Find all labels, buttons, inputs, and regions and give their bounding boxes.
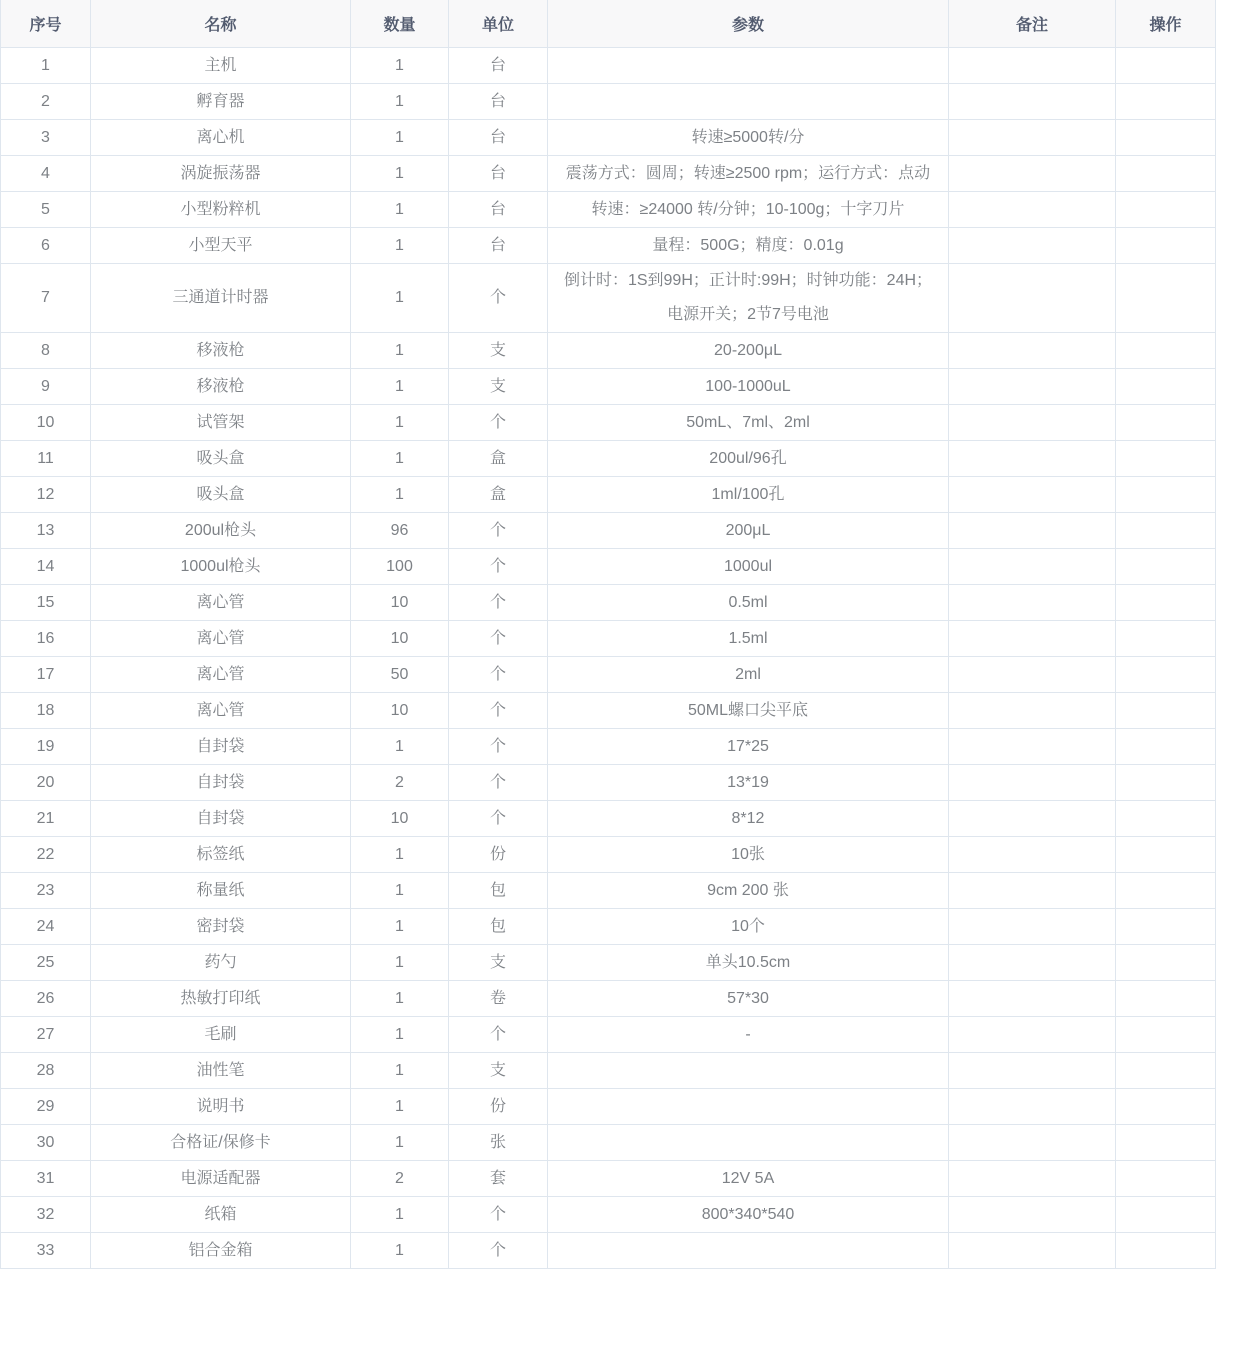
cell-remark <box>949 405 1116 441</box>
cell-qty: 10 <box>351 585 449 621</box>
cell-param <box>548 84 949 120</box>
cell-name: 离心管 <box>91 621 351 657</box>
table-row <box>1 837 1216 873</box>
cell-no: 32 <box>1 1197 91 1233</box>
cell-name: 标签纸 <box>91 837 351 873</box>
cell-unit: 支 <box>449 1053 548 1089</box>
cell-no: 28 <box>1 1053 91 1089</box>
cell-no: 24 <box>1 909 91 945</box>
cell-remark <box>949 228 1116 264</box>
cell-param: 0.5ml <box>548 585 949 621</box>
table-row <box>1 981 1216 1017</box>
cell-unit: 支 <box>449 945 548 981</box>
cell-param: 50ML螺口尖平底 <box>548 693 949 729</box>
cell-remark <box>949 621 1116 657</box>
cell-no: 1 <box>1 48 91 84</box>
cell-remark <box>949 369 1116 405</box>
cell-param <box>548 1089 949 1125</box>
table-row <box>1 513 1216 549</box>
cell-unit: 卷 <box>449 981 548 1017</box>
cell-remark <box>949 1017 1116 1053</box>
cell-unit: 盒 <box>449 441 548 477</box>
cell-param: 100-1000uL <box>548 369 949 405</box>
cell-action <box>1116 513 1216 549</box>
cell-param: 12V 5A <box>548 1161 949 1197</box>
cell-name: 合格证/保修卡 <box>91 1125 351 1161</box>
cell-no: 2 <box>1 84 91 120</box>
cell-param: 1.5ml <box>548 621 949 657</box>
cell-name: 离心管 <box>91 585 351 621</box>
cell-name: 离心管 <box>91 693 351 729</box>
cell-remark <box>949 1053 1116 1089</box>
cell-action <box>1116 1125 1216 1161</box>
cell-remark <box>949 549 1116 585</box>
cell-param <box>548 1053 949 1089</box>
table-row <box>1 333 1216 369</box>
cell-action <box>1116 1017 1216 1053</box>
cell-remark <box>949 84 1116 120</box>
cell-action <box>1116 765 1216 801</box>
cell-no: 27 <box>1 1017 91 1053</box>
table-row <box>1 405 1216 441</box>
cell-unit: 支 <box>449 333 548 369</box>
cell-no: 26 <box>1 981 91 1017</box>
cell-action <box>1116 156 1216 192</box>
cell-name: 电源适配器 <box>91 1161 351 1197</box>
cell-unit: 个 <box>449 1197 548 1233</box>
cell-name: 试管架 <box>91 405 351 441</box>
cell-no: 3 <box>1 120 91 156</box>
cell-unit: 个 <box>449 621 548 657</box>
cell-remark <box>949 657 1116 693</box>
cell-name: 油性笔 <box>91 1053 351 1089</box>
cell-action <box>1116 84 1216 120</box>
cell-qty: 1 <box>351 909 449 945</box>
table-row <box>1 945 1216 981</box>
cell-qty: 1 <box>351 333 449 369</box>
cell-remark <box>949 1125 1116 1161</box>
cell-remark <box>949 585 1116 621</box>
cell-name: 毛刷 <box>91 1017 351 1053</box>
cell-qty: 100 <box>351 549 449 585</box>
cell-param: 50mL、7ml、2ml <box>548 405 949 441</box>
cell-no: 15 <box>1 585 91 621</box>
cell-name: 移液枪 <box>91 369 351 405</box>
cell-action <box>1116 729 1216 765</box>
cell-no: 5 <box>1 192 91 228</box>
table-row <box>1 120 1216 156</box>
cell-name: 热敏打印纸 <box>91 981 351 1017</box>
cell-action <box>1116 1089 1216 1125</box>
cell-action <box>1116 981 1216 1017</box>
cell-qty: 1 <box>351 48 449 84</box>
cell-action <box>1116 1197 1216 1233</box>
cell-name: 涡旋振荡器 <box>91 156 351 192</box>
table-row <box>1 477 1216 513</box>
cell-name: 离心管 <box>91 657 351 693</box>
table-row <box>1 765 1216 801</box>
cell-qty: 1 <box>351 1197 449 1233</box>
cell-name: 离心机 <box>91 120 351 156</box>
cell-remark <box>949 873 1116 909</box>
cell-qty: 1 <box>351 945 449 981</box>
cell-remark <box>949 909 1116 945</box>
table-row <box>1 1197 1216 1233</box>
column-header-no: 序号 <box>1 0 91 48</box>
column-header-qty: 数量 <box>351 0 449 48</box>
cell-no: 30 <box>1 1125 91 1161</box>
cell-qty: 10 <box>351 801 449 837</box>
cell-unit: 份 <box>449 837 548 873</box>
cell-unit: 台 <box>449 84 548 120</box>
table-row <box>1 1233 1216 1269</box>
cell-no: 13 <box>1 513 91 549</box>
cell-unit: 盒 <box>449 477 548 513</box>
cell-action <box>1116 873 1216 909</box>
cell-qty: 1 <box>351 873 449 909</box>
cell-remark <box>949 441 1116 477</box>
cell-name: 200ul枪头 <box>91 513 351 549</box>
cell-action <box>1116 228 1216 264</box>
table-row <box>1 801 1216 837</box>
table-row <box>1 909 1216 945</box>
table-row <box>1 873 1216 909</box>
cell-qty: 1 <box>351 729 449 765</box>
cell-param: 17*25 <box>548 729 949 765</box>
cell-qty: 1 <box>351 192 449 228</box>
cell-action <box>1116 441 1216 477</box>
cell-no: 8 <box>1 333 91 369</box>
cell-remark <box>949 1161 1116 1197</box>
cell-name: 自封袋 <box>91 765 351 801</box>
cell-remark <box>949 1233 1116 1269</box>
cell-remark <box>949 1197 1116 1233</box>
cell-param: 10个 <box>548 909 949 945</box>
table-body <box>1 48 1216 1269</box>
cell-remark <box>949 48 1116 84</box>
cell-action <box>1116 801 1216 837</box>
column-header-param: 参数 <box>548 0 949 48</box>
cell-unit: 台 <box>449 192 548 228</box>
cell-param: 1000ul <box>548 549 949 585</box>
cell-param: 200ul/96孔 <box>548 441 949 477</box>
cell-unit: 份 <box>449 1089 548 1125</box>
cell-no: 20 <box>1 765 91 801</box>
table-row <box>1 1017 1216 1053</box>
cell-no: 6 <box>1 228 91 264</box>
cell-name: 小型天平 <box>91 228 351 264</box>
table-row <box>1 228 1216 264</box>
cell-qty: 1 <box>351 1089 449 1125</box>
cell-qty: 1 <box>351 369 449 405</box>
column-header-action: 操作 <box>1116 0 1216 48</box>
cell-name: 1000ul枪头 <box>91 549 351 585</box>
cell-qty: 1 <box>351 405 449 441</box>
cell-unit: 台 <box>449 156 548 192</box>
cell-param: 转速≥5000转/分 <box>548 120 949 156</box>
cell-name: 自封袋 <box>91 801 351 837</box>
cell-unit: 台 <box>449 48 548 84</box>
cell-name: 自封袋 <box>91 729 351 765</box>
cell-name: 密封袋 <box>91 909 351 945</box>
cell-qty: 1 <box>351 264 449 333</box>
cell-action <box>1116 264 1216 333</box>
cell-name: 吸头盒 <box>91 477 351 513</box>
cell-qty: 1 <box>351 84 449 120</box>
table-header-row <box>1 0 1216 48</box>
cell-qty: 1 <box>351 228 449 264</box>
cell-remark <box>949 981 1116 1017</box>
cell-action <box>1116 405 1216 441</box>
cell-qty: 1 <box>351 1017 449 1053</box>
cell-unit: 个 <box>449 549 548 585</box>
cell-unit: 台 <box>449 120 548 156</box>
cell-no: 12 <box>1 477 91 513</box>
cell-no: 31 <box>1 1161 91 1197</box>
cell-param: 8*12 <box>548 801 949 837</box>
cell-param: 2ml <box>548 657 949 693</box>
column-header-name: 名称 <box>91 0 351 48</box>
table-row <box>1 1125 1216 1161</box>
cell-unit: 个 <box>449 729 548 765</box>
table-row <box>1 369 1216 405</box>
cell-qty: 10 <box>351 621 449 657</box>
table-row <box>1 441 1216 477</box>
cell-remark <box>949 264 1116 333</box>
cell-param: 20-200μL <box>548 333 949 369</box>
cell-no: 4 <box>1 156 91 192</box>
cell-name: 孵育器 <box>91 84 351 120</box>
cell-action <box>1116 477 1216 513</box>
cell-no: 25 <box>1 945 91 981</box>
cell-name: 纸箱 <box>91 1197 351 1233</box>
cell-action <box>1116 945 1216 981</box>
cell-no: 16 <box>1 621 91 657</box>
cell-param: 量程：500G；精度：0.01g <box>548 228 949 264</box>
cell-name: 称量纸 <box>91 873 351 909</box>
cell-action <box>1116 585 1216 621</box>
table-header <box>1 0 1216 48</box>
cell-name: 药勺 <box>91 945 351 981</box>
cell-action <box>1116 621 1216 657</box>
cell-action <box>1116 1233 1216 1269</box>
cell-unit: 个 <box>449 405 548 441</box>
cell-remark <box>949 693 1116 729</box>
cell-no: 14 <box>1 549 91 585</box>
cell-name: 三通道计时器 <box>91 264 351 333</box>
cell-name: 主机 <box>91 48 351 84</box>
cell-name: 小型粉粹机 <box>91 192 351 228</box>
column-header-unit: 单位 <box>449 0 548 48</box>
cell-param: 倒计时：1S到99H；正计时:99H；时钟功能：24H；电源开关；2节7号电池 <box>548 264 949 333</box>
cell-remark <box>949 729 1116 765</box>
cell-qty: 1 <box>351 981 449 1017</box>
cell-unit: 个 <box>449 585 548 621</box>
cell-unit: 包 <box>449 909 548 945</box>
cell-name: 说明书 <box>91 1089 351 1125</box>
cell-qty: 1 <box>351 1053 449 1089</box>
cell-unit: 张 <box>449 1125 548 1161</box>
cell-no: 29 <box>1 1089 91 1125</box>
cell-remark <box>949 156 1116 192</box>
table-row <box>1 264 1216 333</box>
table-row <box>1 1053 1216 1089</box>
cell-action <box>1116 657 1216 693</box>
cell-unit: 个 <box>449 765 548 801</box>
cell-qty: 10 <box>351 693 449 729</box>
cell-no: 33 <box>1 1233 91 1269</box>
cell-unit: 个 <box>449 801 548 837</box>
cell-remark <box>949 477 1116 513</box>
column-header-remark: 备注 <box>949 0 1116 48</box>
cell-qty: 1 <box>351 837 449 873</box>
cell-unit: 套 <box>449 1161 548 1197</box>
cell-qty: 1 <box>351 477 449 513</box>
cell-qty: 2 <box>351 1161 449 1197</box>
cell-name: 移液枪 <box>91 333 351 369</box>
table-row <box>1 657 1216 693</box>
cell-unit: 个 <box>449 657 548 693</box>
table-row <box>1 192 1216 228</box>
cell-unit: 个 <box>449 1233 548 1269</box>
cell-qty: 1 <box>351 156 449 192</box>
cell-unit: 个 <box>449 513 548 549</box>
cell-unit: 个 <box>449 693 548 729</box>
cell-qty: 50 <box>351 657 449 693</box>
cell-unit: 台 <box>449 228 548 264</box>
table-row <box>1 156 1216 192</box>
cell-no: 9 <box>1 369 91 405</box>
cell-no: 10 <box>1 405 91 441</box>
cell-param: 10张 <box>548 837 949 873</box>
cell-remark <box>949 192 1116 228</box>
cell-action <box>1116 120 1216 156</box>
cell-name: 铝合金箱 <box>91 1233 351 1269</box>
cell-param: 震荡方式：圆周；转速≥2500 rpm；运行方式：点动 <box>548 156 949 192</box>
cell-no: 7 <box>1 264 91 333</box>
table-row <box>1 729 1216 765</box>
cell-qty: 1 <box>351 1125 449 1161</box>
table-row <box>1 84 1216 120</box>
cell-action <box>1116 1161 1216 1197</box>
cell-action <box>1116 837 1216 873</box>
cell-qty: 1 <box>351 1233 449 1269</box>
cell-no: 23 <box>1 873 91 909</box>
table-row <box>1 1161 1216 1197</box>
cell-remark <box>949 333 1116 369</box>
cell-no: 11 <box>1 441 91 477</box>
cell-action <box>1116 549 1216 585</box>
table-row <box>1 585 1216 621</box>
cell-remark <box>949 120 1116 156</box>
cell-param <box>548 1233 949 1269</box>
cell-unit: 个 <box>449 1017 548 1053</box>
table-row <box>1 1089 1216 1125</box>
cell-action <box>1116 192 1216 228</box>
cell-action <box>1116 693 1216 729</box>
cell-no: 22 <box>1 837 91 873</box>
cell-remark <box>949 945 1116 981</box>
cell-action <box>1116 909 1216 945</box>
cell-qty: 1 <box>351 120 449 156</box>
cell-no: 19 <box>1 729 91 765</box>
cell-no: 18 <box>1 693 91 729</box>
table-row <box>1 693 1216 729</box>
cell-param: 13*19 <box>548 765 949 801</box>
cell-remark <box>949 513 1116 549</box>
cell-remark <box>949 801 1116 837</box>
table-row <box>1 549 1216 585</box>
cell-param: 800*340*540 <box>548 1197 949 1233</box>
cell-action <box>1116 333 1216 369</box>
cell-remark <box>949 765 1116 801</box>
cell-name: 吸头盒 <box>91 441 351 477</box>
cell-param: - <box>548 1017 949 1053</box>
table-row <box>1 621 1216 657</box>
cell-qty: 2 <box>351 765 449 801</box>
cell-no: 21 <box>1 801 91 837</box>
cell-remark <box>949 1089 1116 1125</box>
cell-param: 转速：≥24000 转/分钟；10-100g；十字刀片 <box>548 192 949 228</box>
cell-action <box>1116 1053 1216 1089</box>
cell-param: 9cm 200 张 <box>548 873 949 909</box>
cell-unit: 包 <box>449 873 548 909</box>
cell-param: 57*30 <box>548 981 949 1017</box>
cell-remark <box>949 837 1116 873</box>
cell-param <box>548 48 949 84</box>
cell-param: 200μL <box>548 513 949 549</box>
cell-param: 单头10.5cm <box>548 945 949 981</box>
cell-unit: 支 <box>449 369 548 405</box>
cell-unit: 个 <box>449 264 548 333</box>
cell-action <box>1116 48 1216 84</box>
cell-qty: 96 <box>351 513 449 549</box>
cell-qty: 1 <box>351 441 449 477</box>
cell-action <box>1116 369 1216 405</box>
table-row <box>1 48 1216 84</box>
cell-no: 17 <box>1 657 91 693</box>
cell-param: 1ml/100孔 <box>548 477 949 513</box>
cell-param <box>548 1125 949 1161</box>
